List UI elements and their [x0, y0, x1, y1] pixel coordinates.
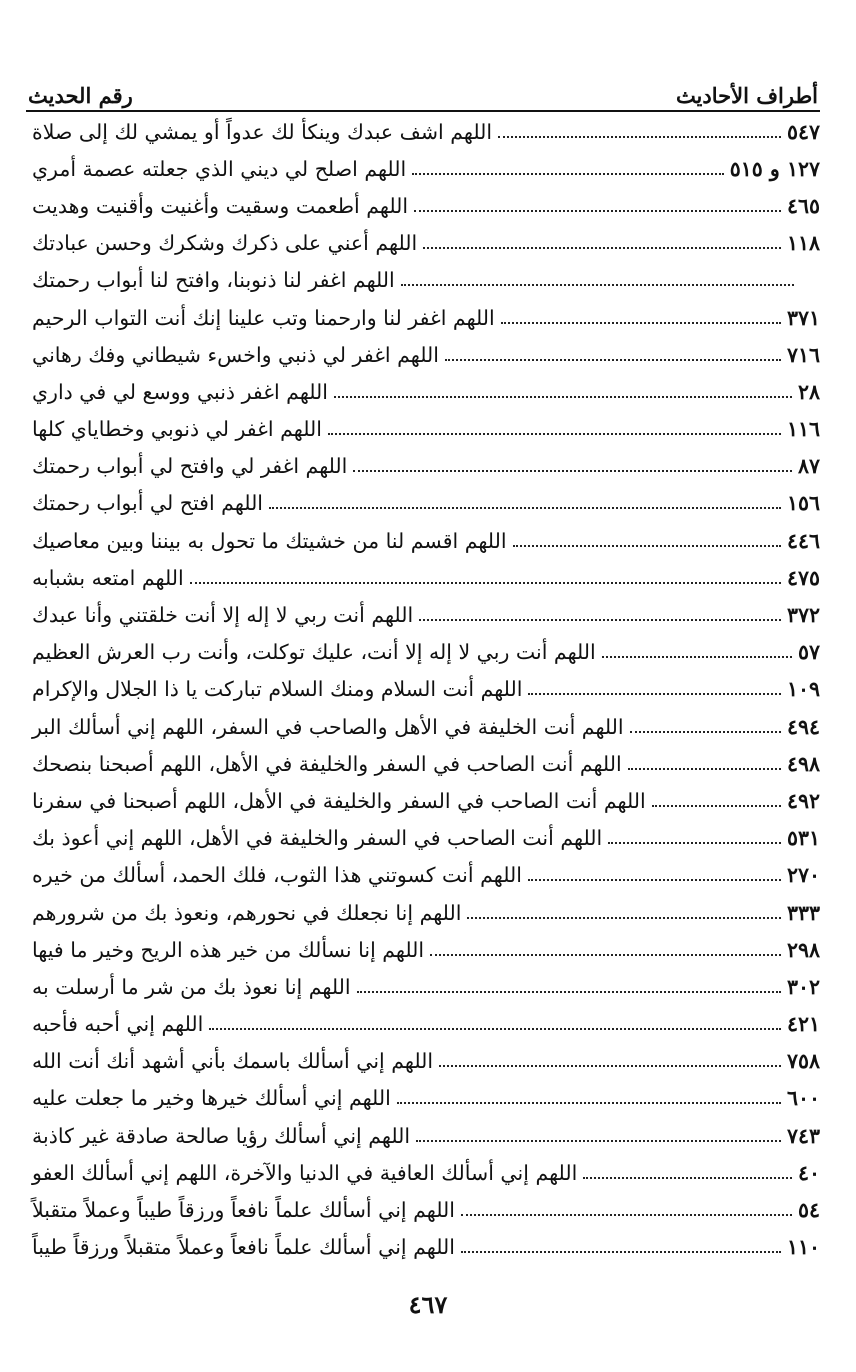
- hadith-text: اللهم أنت السلام ومنك السلام تباركت يا ذا الجلال والإكرام: [32, 677, 523, 702]
- dot-leader: [328, 433, 781, 435]
- index-row: [26, 1117, 820, 1154]
- hadith-number: ١١٨: [786, 231, 820, 256]
- hadith-number: ٤٧٥: [786, 565, 820, 590]
- hadith-number: ٧٤٣: [786, 1123, 820, 1148]
- dot-leader: [652, 805, 781, 807]
- hadith-text: اللهم إني أسألك علماً نافعاً وعملاً متقبلاً ورزقاً طيباً: [32, 1235, 455, 1260]
- index-row: [26, 299, 820, 336]
- hadith-number: ٥٤٧: [786, 119, 820, 144]
- hadith-number: ٤٤٦: [786, 528, 820, 553]
- index-row: [26, 373, 820, 410]
- hadith-text: اللهم اصلح لي ديني الذي جعلته عصمة أمري: [32, 156, 407, 181]
- dot-leader: [209, 1028, 781, 1030]
- hadith-number: ٤٢١: [786, 1012, 820, 1037]
- index-row: [26, 113, 820, 150]
- hadith-number: ١٠٩: [786, 677, 820, 702]
- dot-leader: [334, 396, 792, 398]
- dot-leader: [269, 507, 781, 509]
- hadith-text: اللهم أنت الصاحب في السفر والخليفة في الأهل، اللهم إني أعوذ بك: [32, 826, 603, 851]
- dot-leader: [416, 1140, 781, 1142]
- hadith-text: اللهم أنت الصاحب في السفر والخليفة في الأهل، اللهم أصبحنا بنصحك: [32, 751, 622, 776]
- hadith-number: ٦٠٠: [786, 1086, 820, 1111]
- hadith-text: اللهم اقسم لنا من خشيتك ما تحول به بيننا وبين معاصيك: [32, 528, 507, 553]
- hadith-text: اللهم اغفر لي وافتح لي أبواب رحمتك: [32, 454, 348, 479]
- hadith-text: اللهم أنت الصاحب في السفر والخليفة في الأهل، اللهم أصبحنا في سفرنا: [32, 788, 646, 813]
- index-row: [26, 1006, 820, 1043]
- hadith-text: اللهم أنت كسوتني هذا الثوب، فلك الحمد، أسألك من خيره: [32, 863, 522, 888]
- dot-leader: [412, 173, 724, 175]
- index-row: [26, 485, 820, 522]
- index-row: [26, 671, 820, 708]
- hadith-number: ٢٧٠: [786, 863, 820, 888]
- index-row: [26, 225, 820, 262]
- hadith-number: ١٢٧ و ٥١٥: [729, 156, 820, 181]
- index-row: [26, 411, 820, 448]
- hadith-number: ١١٦: [786, 417, 820, 442]
- index-row: [26, 1154, 820, 1191]
- header-rule: [26, 110, 820, 112]
- index-row: [26, 820, 820, 857]
- hadith-text: اللهم إني أسألك العافية في الدنيا والآخرة، اللهم إني أسألك العفو: [32, 1160, 578, 1185]
- header-left-title: رقم الحديث: [28, 83, 133, 108]
- index-row: [26, 559, 820, 596]
- hadith-number: ٥٧: [797, 640, 820, 665]
- index-row: [26, 150, 820, 187]
- hadith-number: ٤٩٢: [786, 788, 820, 813]
- hadith-text: اللهم اغفر لي ذنبي واخسء شيطاني وفك رهاني: [32, 342, 439, 367]
- index-row: [26, 634, 820, 671]
- hadith-number: ٤٦٥: [786, 193, 820, 218]
- dot-leader: [498, 136, 781, 138]
- hadith-number: ٢٨: [797, 379, 820, 404]
- index-row: [26, 894, 820, 931]
- header-right-title: أطراف الأحاديث: [675, 83, 818, 108]
- index-row: [26, 1043, 820, 1080]
- hadith-number: ٤٩٨: [786, 751, 820, 776]
- hadith-text: اللهم إني أحبه فأحبه: [32, 1012, 204, 1037]
- dot-leader: [528, 693, 781, 695]
- hadith-index-list: [26, 113, 820, 1266]
- index-row: [26, 968, 820, 1005]
- hadith-number: ٣٧١: [786, 305, 820, 330]
- dot-leader: [419, 619, 781, 621]
- hadith-number: ٥٤: [797, 1198, 820, 1223]
- index-row: [26, 708, 820, 745]
- dot-leader: [445, 359, 781, 361]
- hadith-number: ٥٣١: [786, 826, 820, 851]
- hadith-number: ٤٩٤: [786, 714, 820, 739]
- dot-leader: [608, 842, 781, 844]
- hadith-text: اللهم إني أسألك خيرها وخير ما جعلت عليه: [32, 1086, 391, 1111]
- hadith-text: اللهم إنا نعوذ بك من شر ما أرسلت به: [32, 974, 351, 999]
- hadith-text: اللهم أنت الخليفة في الأهل والصاحب في السفر، اللهم إني أسألك البر: [32, 714, 624, 739]
- hadith-number: ٣٧٢: [786, 603, 820, 628]
- index-row: [26, 336, 820, 373]
- index-row: [26, 1229, 820, 1266]
- index-row: [26, 448, 820, 485]
- hadith-number: ٣٠٢: [786, 974, 820, 999]
- hadith-text: اللهم اغفر لنا ذنوبنا، وافتح لنا أبواب رحمتك: [32, 268, 395, 293]
- index-row: [26, 1080, 820, 1117]
- dot-leader: [467, 917, 781, 919]
- hadith-text: اللهم إني أسألك علماً نافعاً ورزقاً طيباً وعملاً متقبلاً: [32, 1198, 455, 1223]
- dot-leader: [423, 247, 781, 249]
- index-row: [26, 857, 820, 894]
- hadith-text: اللهم أعني على ذكرك وشكرك وحسن عبادتك: [32, 231, 418, 256]
- dot-leader: [357, 991, 781, 993]
- index-row: [26, 262, 820, 299]
- dot-leader: [501, 322, 781, 324]
- hadith-text: اللهم إني أسألك باسمك بأني أشهد أنك أنت الله: [32, 1049, 434, 1074]
- hadith-text: اللهم أطعمت وسقيت وأغنيت وأقنيت وهديت: [32, 193, 409, 218]
- hadith-number: ١٥٦: [786, 491, 820, 516]
- index-row: [26, 522, 820, 559]
- hadith-text: اللهم اغفر ذنبي ووسع لي في داري: [32, 379, 328, 404]
- dot-leader: [397, 1102, 781, 1104]
- page-number: ٤٦٧: [408, 1290, 448, 1319]
- hadith-text: اللهم اغفر لي ذنوبي وخطاياي كلها: [32, 417, 322, 442]
- index-row: [26, 187, 820, 224]
- hadith-number: ٧١٦: [786, 342, 820, 367]
- dot-leader: [430, 954, 781, 956]
- hadith-number: ٤٠: [797, 1160, 820, 1185]
- dot-leader: [528, 879, 781, 881]
- hadith-number: ٨٧: [797, 454, 820, 479]
- dot-leader: [414, 210, 781, 212]
- dot-leader: [353, 470, 792, 472]
- dot-leader: [513, 545, 781, 547]
- dot-leader: [630, 731, 781, 733]
- hadith-text: اللهم اغفر لنا وارحمنا وتب علينا إنك أنت التواب الرحيم: [32, 305, 495, 330]
- hadith-text: اللهم أنت ربي لا إله إلا أنت خلقتني وأنا عبدك: [32, 603, 414, 628]
- hadith-text: اللهم اشف عبدك وينكأ لك عدواً أو يمشي لك إلى صلاة: [32, 119, 493, 144]
- hadith-text: اللهم إنا نجعلك في نحورهم، ونعوذ بك من شرورهم: [32, 900, 462, 925]
- index-row: [26, 1191, 820, 1228]
- hadith-text: اللهم إنا نسألك من خير هذه الريح وخير ما فيها: [32, 937, 425, 962]
- hadith-text: اللهم أنت ربي لا إله إلا أنت، عليك توكلت، وأنت رب العرش العظيم: [32, 640, 596, 665]
- index-row: [26, 596, 820, 633]
- dot-leader: [461, 1214, 792, 1216]
- index-row: [26, 745, 820, 782]
- hadith-text: اللهم افتح لي أبواب رحمتك: [32, 491, 264, 516]
- hadith-number: ٢٩٨: [786, 937, 820, 962]
- dot-leader: [602, 656, 792, 658]
- dot-leader: [461, 1251, 781, 1253]
- dot-leader: [583, 1177, 792, 1179]
- index-row: [26, 931, 820, 968]
- page-header: [28, 72, 818, 108]
- hadith-number: ٧٥٨: [786, 1049, 820, 1074]
- hadith-text: اللهم امتعه بشبابه: [32, 565, 184, 590]
- hadith-number: ١١٠: [786, 1235, 820, 1260]
- dot-leader: [401, 284, 794, 286]
- dot-leader: [628, 768, 781, 770]
- index-row: [26, 782, 820, 819]
- hadith-number: ٣٣٣: [786, 900, 820, 925]
- dot-leader: [190, 582, 781, 584]
- hadith-text: اللهم إني أسألك رؤيا صالحة صادقة غير كاذبة: [32, 1123, 411, 1148]
- dot-leader: [439, 1065, 781, 1067]
